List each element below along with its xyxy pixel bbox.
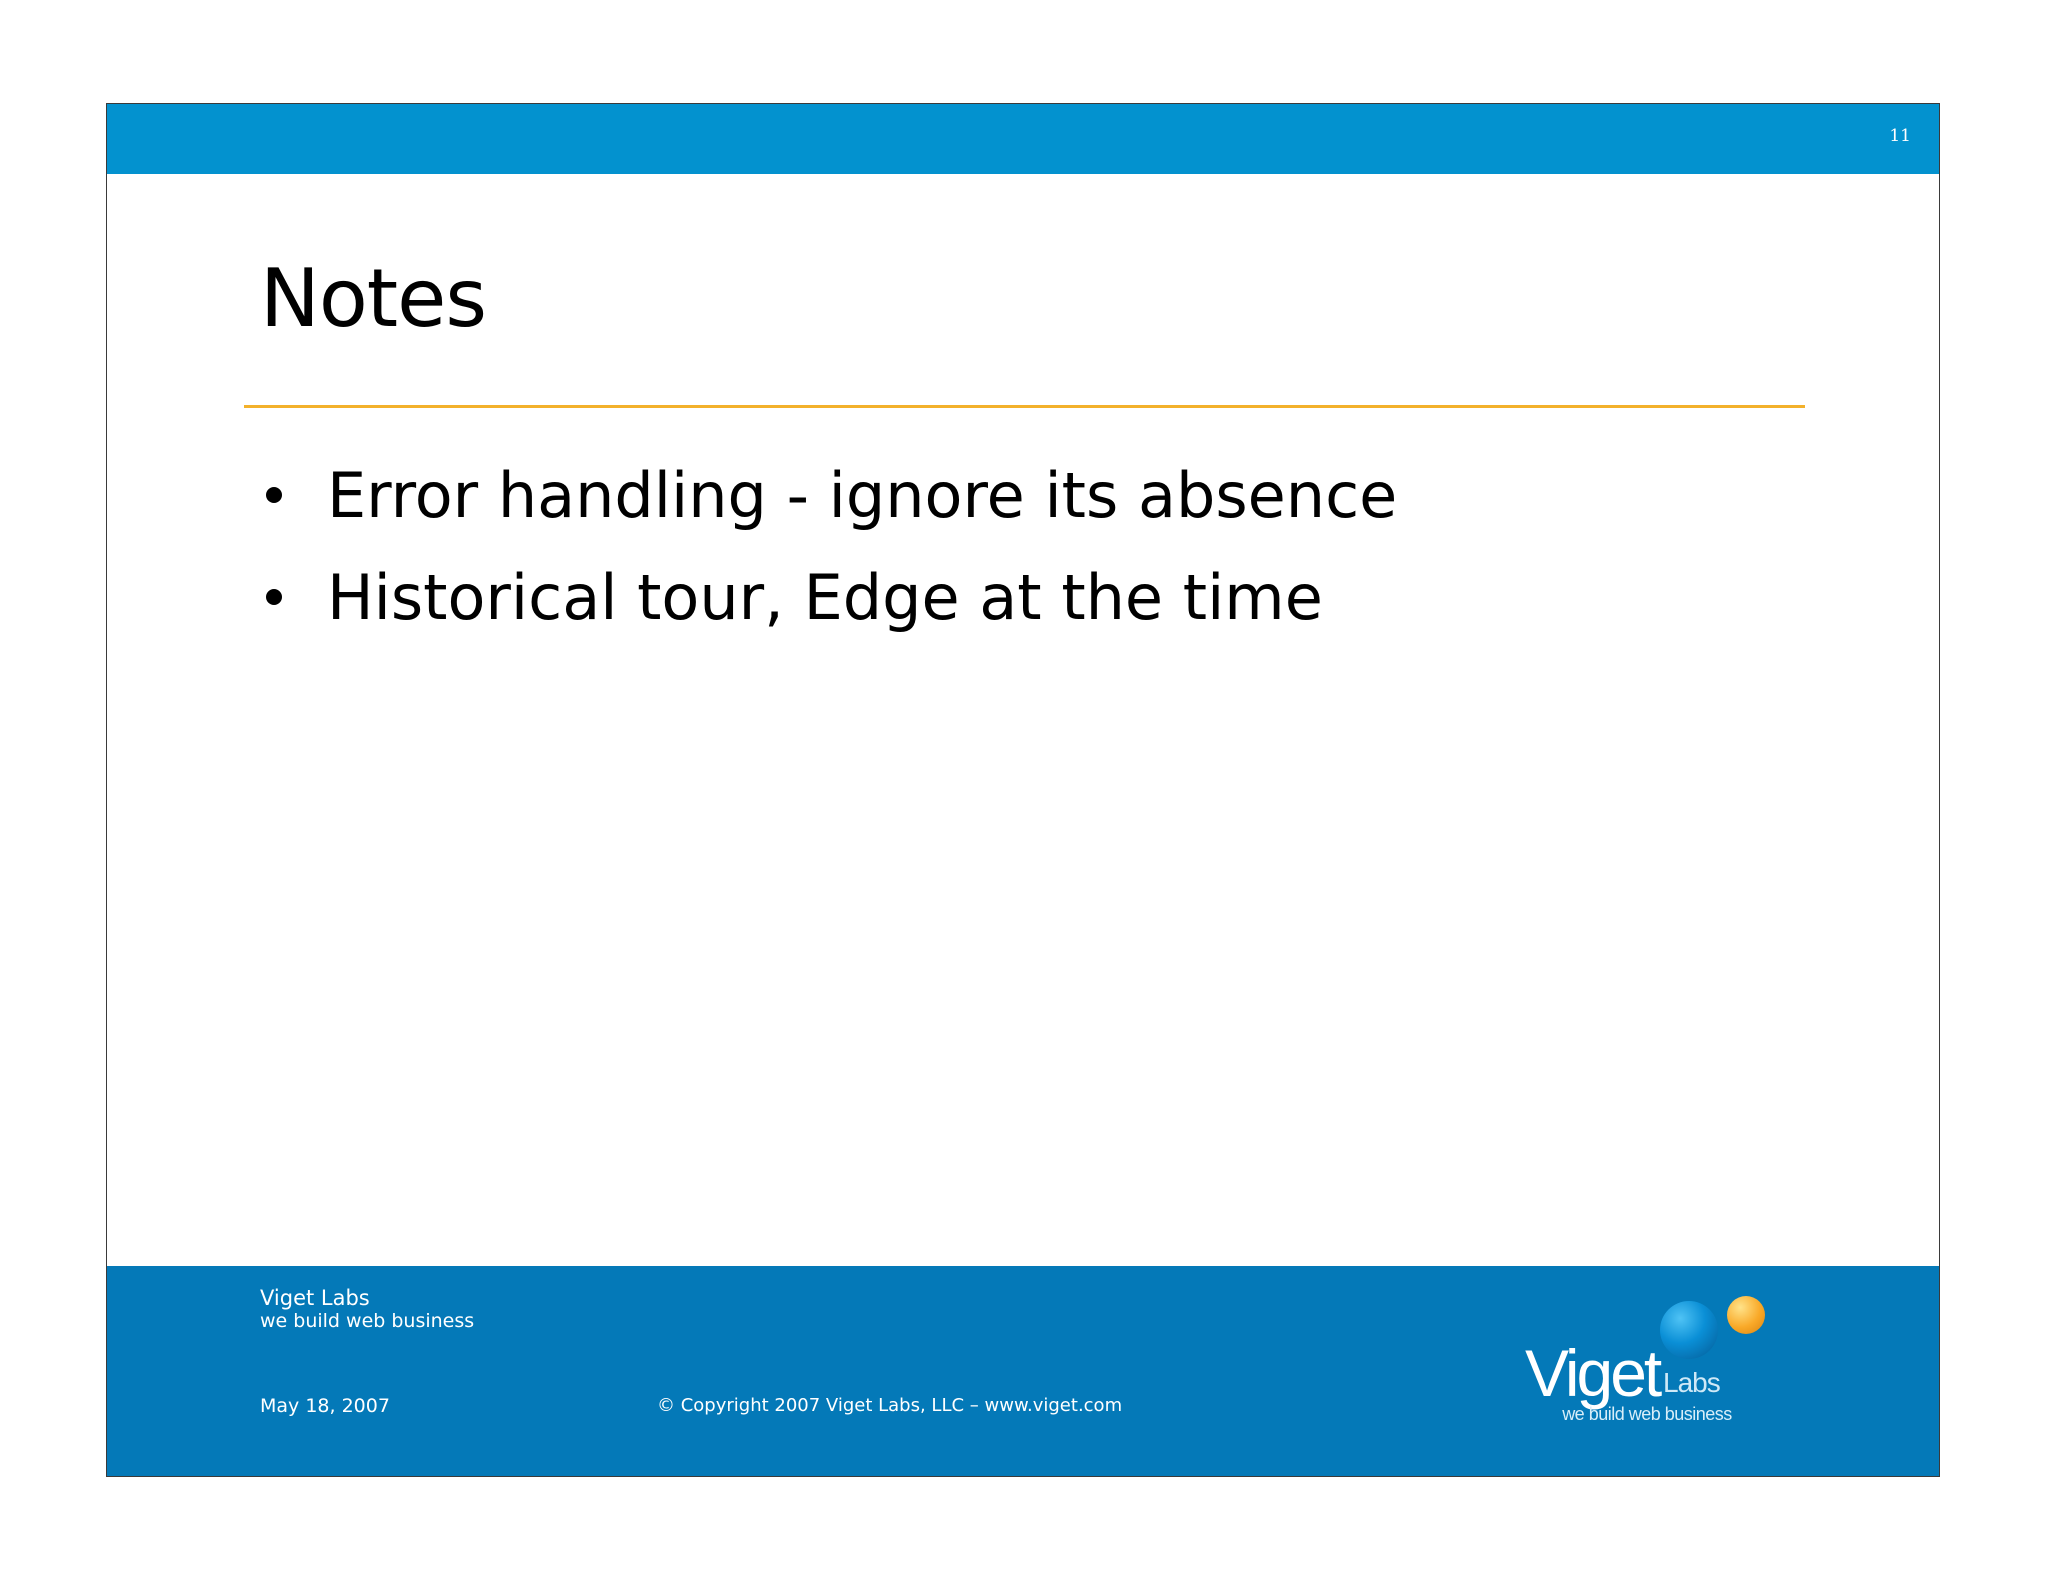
bullet-icon <box>266 487 282 503</box>
viget-labs-logo <box>1517 1296 1767 1436</box>
bullet-icon <box>266 589 282 605</box>
footer-date: May 18, 2007 <box>260 1395 390 1417</box>
bullet-text: Historical tour, Edge at the time <box>327 560 1323 634</box>
footer-tagline: we build web business <box>260 1310 475 1332</box>
logo-wordmark <box>1517 1296 1767 1436</box>
footer-company-name: Viget Labs <box>260 1286 370 1310</box>
logo-tagline: we build web business <box>1562 1404 1732 1424</box>
footer-copyright: © Copyright 2007 Viget Labs, LLC – www.viget.com <box>657 1395 1123 1416</box>
bullet-item <box>260 444 1397 546</box>
footer-bar <box>107 1266 1939 1476</box>
logo-name: Viget <box>1525 1336 1660 1410</box>
slide <box>106 103 1940 1477</box>
logo-suffix: Labs <box>1663 1367 1720 1398</box>
bullet-list <box>260 444 1397 648</box>
page-number: 11 <box>1889 126 1911 146</box>
title-divider <box>244 405 1805 408</box>
bullet-text: Error handling - ignore its absence <box>327 458 1398 532</box>
slide-title: Notes <box>260 252 487 345</box>
bullet-item <box>260 546 1397 648</box>
header-bar <box>107 104 1939 174</box>
